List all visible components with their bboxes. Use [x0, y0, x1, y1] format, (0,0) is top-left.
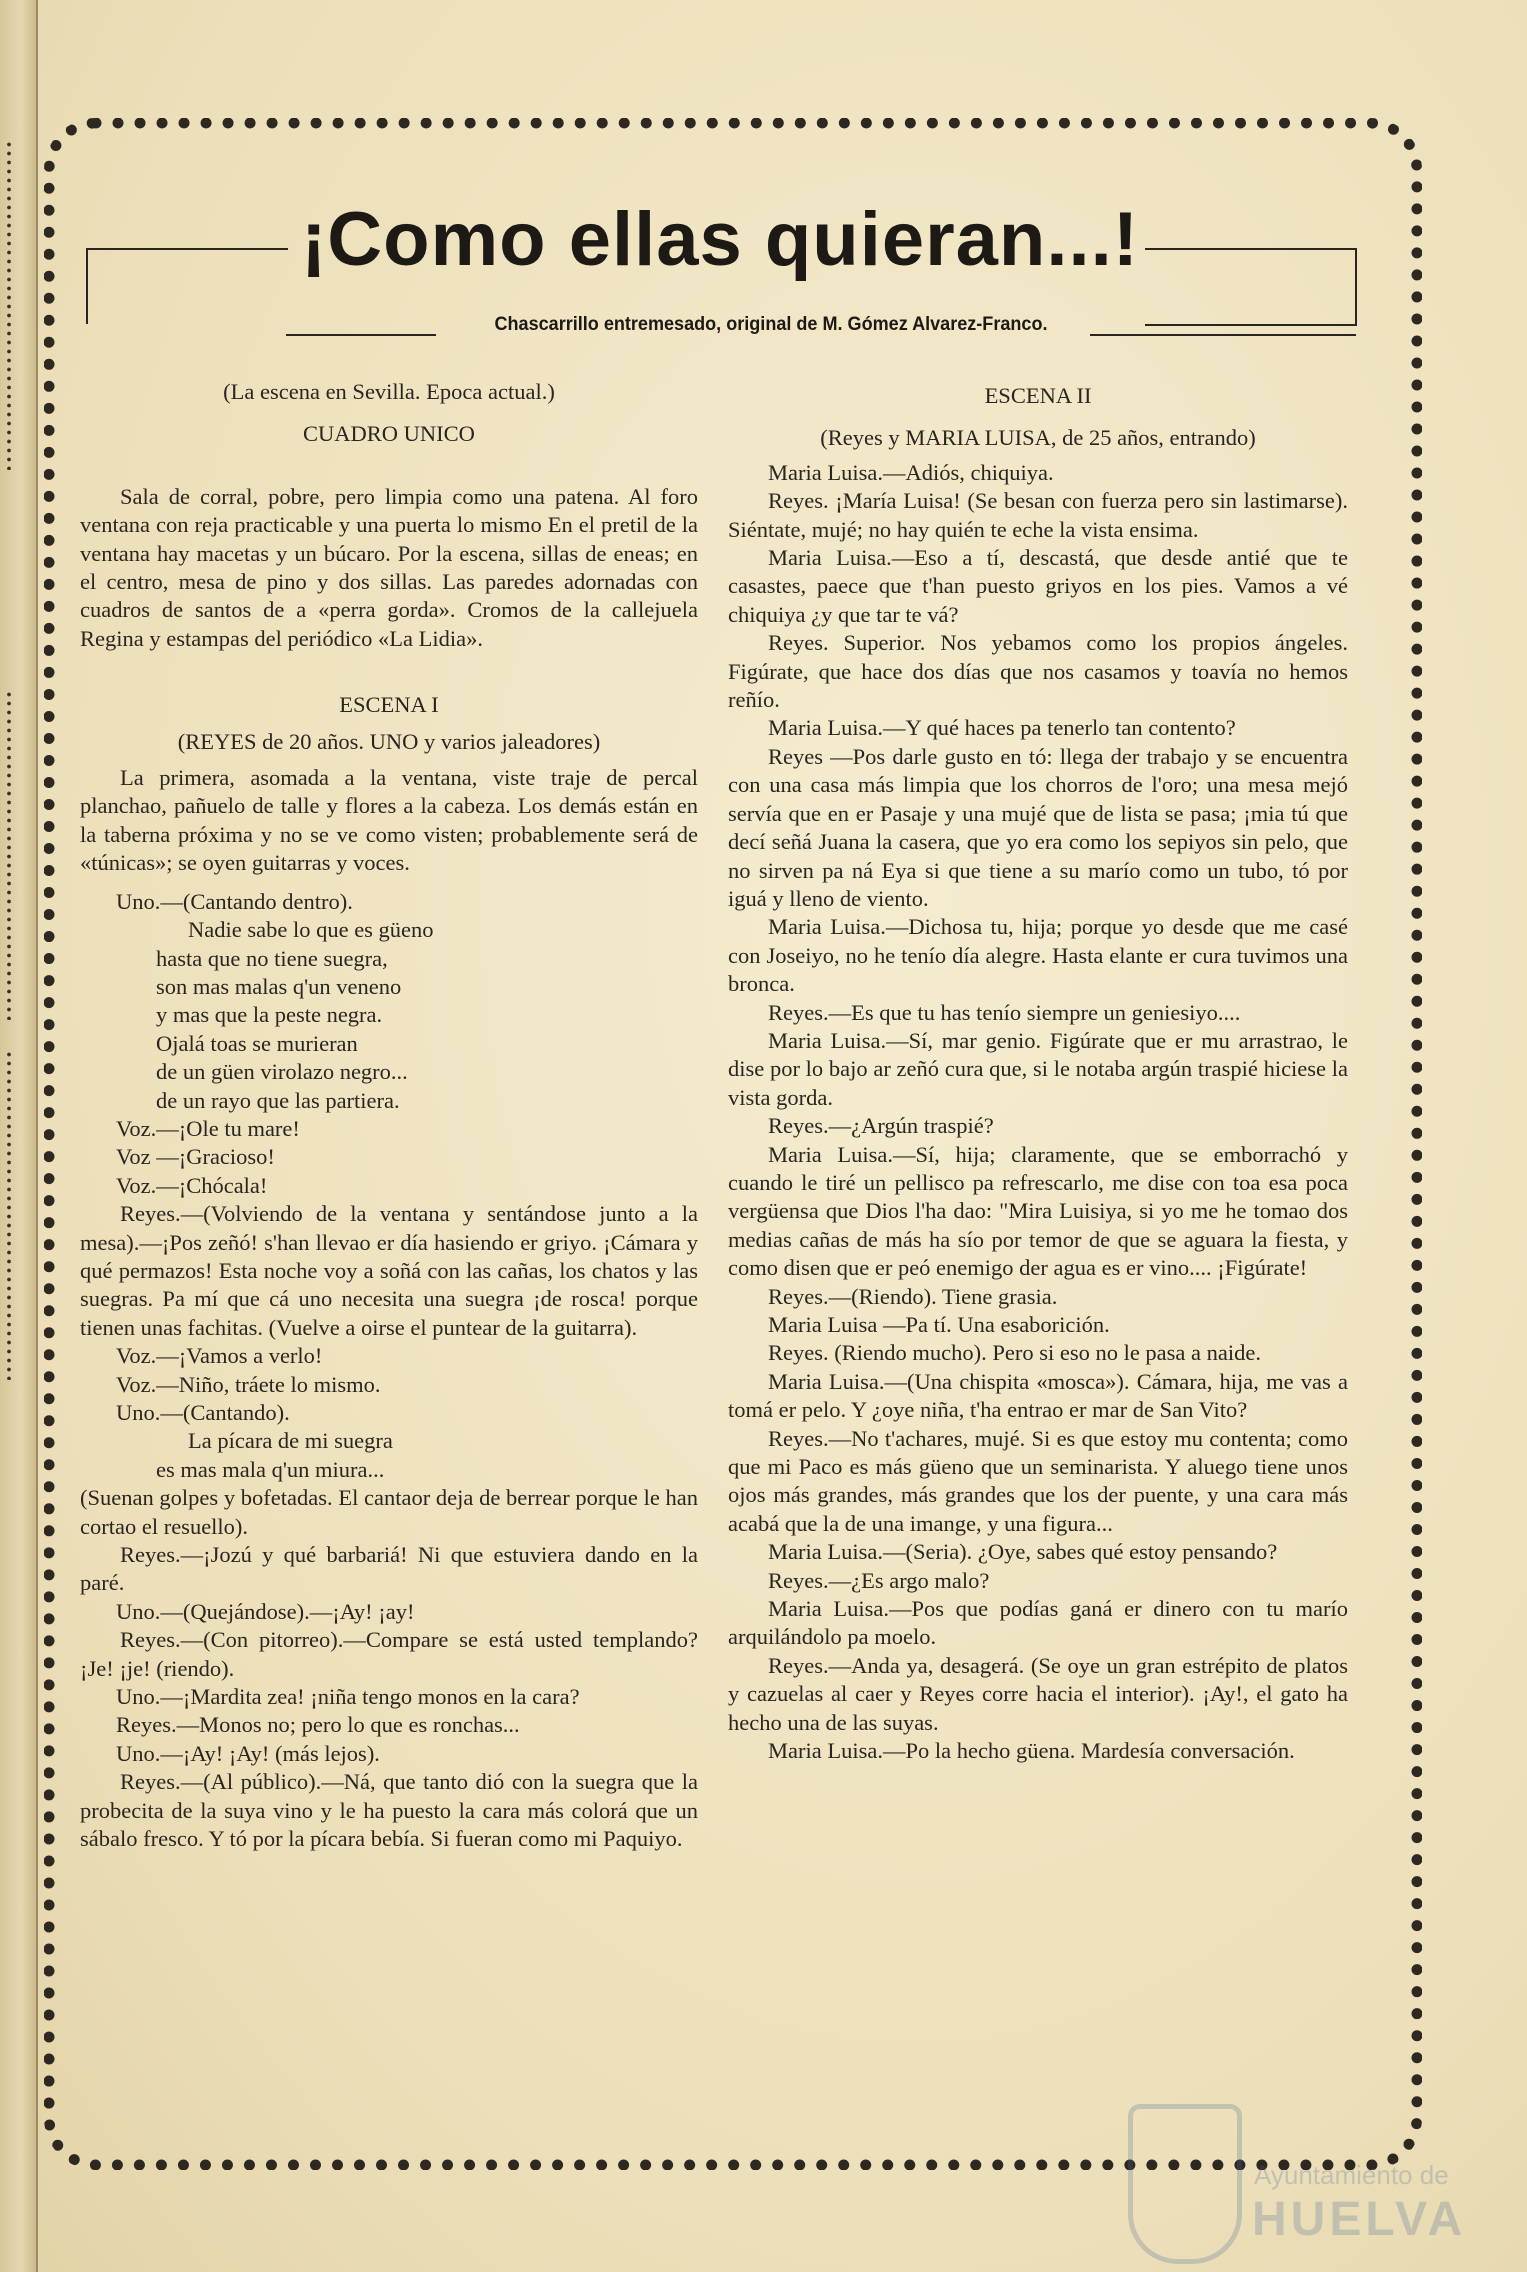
dialogue-line: Reyes.—¡Jozú y qué barbariá! Ni que estuviera dando en la paré.	[80, 1542, 698, 1596]
dialogue-line: Maria Luisa.—Y qué haces pa tenerlo tan contento?	[768, 715, 1236, 741]
verse-line: y mas que la peste negra.	[156, 1002, 383, 1028]
dialogue-line: Uno.—(Quejándose).—¡Ay! ¡ay!	[116, 1598, 415, 1624]
scene-intro: (La escena en Sevilla. Epoca actual.)	[223, 379, 555, 404]
escena-1-description: La primera, asomada a la ventana, viste traje de percal planchao, pañuelo de talle y flores a la cabeza. Los demás están en la taberna próxima y no se ve como visten; probablemente será de «túnicas»; se oyen guitarras y voces.	[80, 765, 698, 876]
dialogue-line: Reyes. Superior. Nos yebamos como los propios ángeles. Figúrate, que hace dos días que nos casamos y toavía no hemos reñío.	[728, 630, 1348, 713]
dialogue-line: Voz.—¡Vamos a verlo!	[116, 1343, 323, 1369]
dialogue-line: Maria Luisa.—Dichosa tu, hija; porque yo desde que me casé con Joseiyo, no he tenío día alegre. Hasta elante er cura tuvimos una bronca.	[728, 914, 1348, 997]
dialogue-line: Voz.—¡Ole tu mare!	[116, 1115, 300, 1141]
dialogue-line: Reyes.—Anda ya, desagerá. (Se oye un gran estrépito de platos y cazuelas al caer y Reyes corre hacia el interior). ¡Ay!, el gato ha hecho una de las suyas.	[728, 1652, 1348, 1735]
escena-2-heading: ESCENA II	[984, 383, 1092, 408]
verse-line: Ojalá toas se murieran	[156, 1030, 358, 1056]
watermark-line-1: Ayuntamiento de	[1254, 2160, 1449, 2190]
dialogue-line: Maria Luisa.—Sí, mar genio. Figúrate que er mu arrastrao, le dise por lo bajo ar zeñó cura que, si le notaba argún traspié hiciese la vista gorda.	[728, 1027, 1348, 1110]
escena-1-cast: (REYES de 20 años. UNO y varios jaleadores)	[177, 728, 601, 754]
dialogue-line: Maria Luisa.—Pos que podías ganá er dinero con tu marío arquilándolo pa moelo.	[728, 1596, 1348, 1650]
dialogue-line: Maria Luisa —Pa tí. Una esaborición.	[768, 1312, 1110, 1337]
dialogue-line: Uno.—¡Ay! ¡Ay! (más lejos).	[116, 1740, 380, 1766]
coat-of-arms-icon	[1128, 2104, 1242, 2264]
dialogue-line: Reyes.—(Riendo). Tiene grasia.	[768, 1283, 1058, 1309]
dialogue-line: Reyes.—¿Argún traspié?	[768, 1113, 994, 1139]
verse-line: es mas mala q'un miura...	[156, 1456, 385, 1482]
dialogue-line: Maria Luisa.—Eso a tí, descastá, que desde antié que te casastes, paece que t'han puesto griyos en los pies. Vamos a vé chiquiya ¿y que tar te vá?	[728, 545, 1348, 627]
dialogue-line: Maria Luisa.—(Una chispita «mosca»). Cámara, hija, me vas a tomá er pelo. Y ¿oye niña, t'ha entrao er mar de San Vito?	[728, 1368, 1348, 1423]
escena-2-cast: (Reyes y MARIA LUISA, de 25 años, entrando)	[820, 425, 1256, 451]
dialogue-line: Reyes.—(Volviendo de la ventana y sentándose junto a la mesa).—¡Pos zeñó! s'han llevao er día hasiendo er griyo. ¡Cámara y qué permazos! Esta noche voy a soñá con las cañas, los chatos y las suegras. Pa mí que cá uno necesita una suegra ¡de rosca! porque tienen unas fachitas. (Vuelve a oirse el puntear de la guitarra).	[80, 1201, 698, 1340]
dialogue-line: Maria Luisa.—Po la hecho güena. Mardesía conversación.	[768, 1738, 1295, 1764]
dialogue-line: Reyes —Pos darle gusto en tó: llega der trabajo y se encuentra con una casa más limpia que los chorros de l'oro; una mesa mejó servía que en er Pasaje y una mujé que de lista se pasa; ¡mia tú que decí señá Juana la casera, que yo era como los sepiyos sin pelo, que no sirven pa ná Eya si que tiene a su marío como un tubo, tó por iguá y lleno de viento.	[728, 743, 1348, 911]
verse-line: La pícara de mi suegra	[188, 1428, 393, 1454]
subtitle-text: Chascarrillo entremesado, original de M. Gómez Alvarez-Franco.	[494, 314, 1048, 335]
stage-direction: (Suenan golpes y bofetadas. El cantaor deja de berrear porque le han cortao el resuello).	[80, 1485, 698, 1539]
dialogue-line: Reyes.—No t'achares, mujé. Si es que estoy mu contenta; como que mi Paco es más güeno que un seminarista. Y aluego tiene unos ojos más grandes, más grandes que los der puente, y una cara más acabá que la de una imange, y una figura...	[728, 1425, 1348, 1536]
right-column	[728, 382, 1348, 1766]
dialogue-line: Reyes. ¡María Luisa! (Se besan con fuerza pero sin lastimarse). Siéntate, mujé; no hay quién te eche la vista ensima.	[728, 488, 1348, 542]
binding-gutter	[0, 0, 38, 2272]
verse-line: Nadie sabe lo que es güeno	[188, 917, 434, 943]
dialogue-line: Uno.—¡Mardita zea! ¡niña tengo monos en la cara?	[116, 1684, 580, 1710]
dialogue-line: Reyes.—(Con pitorreo).—Compare se está usted templando? ¡Je! ¡je! (riendo).	[80, 1627, 698, 1681]
gutter-ornament	[4, 690, 14, 1020]
dialogue-line: Reyes.—Es que tu has tenío siempre un geniesiyo....	[768, 999, 1241, 1025]
verse-line: de un rayo que las partiera.	[156, 1087, 400, 1113]
dialogue-line: Uno.—(Cantando dentro).	[116, 888, 353, 914]
gutter-ornament	[4, 140, 14, 470]
setting-paragraph: Sala de corral, pobre, pero limpia como una patena. Al foro ventana con reja practicable y una puerta lo mismo En el pretil de la ventana hay macetas y un búcaro. Por la escena, sillas de eneas; en el centro, mesa de pino y dos sillas. Las paredes adornadas con cuadros de santos de a «perra gorda». Cromos de la callejuela Regina y estampas del periódico «La Lidia».	[80, 483, 698, 651]
dialogue-line: Maria Luisa.—(Seria). ¿Oye, sabes qué estoy pensando?	[768, 1539, 1278, 1565]
dialogue-line: Maria Luisa.—Adiós, chiquiya.	[768, 459, 1054, 485]
subtitle-rule-left	[286, 334, 436, 336]
gutter-ornament	[4, 1050, 14, 1380]
dialogue-line: Voz.—Niño, tráete lo mismo.	[116, 1371, 381, 1397]
archive-watermark	[1128, 2104, 1518, 2264]
watermark-line-2: HUELVA	[1252, 2193, 1467, 2246]
dialogue-line: Reyes.—(Al público).—Ná, que tanto dió con la suegra que la probecita de la suya vino y le ha puesto la cara más colorá que un sábalo fresco. Y tó por la pícara bebía. Si fueran como mi Paquiyo.	[80, 1769, 698, 1852]
subtitle-rule-right	[1090, 334, 1356, 336]
escena-1-heading: ESCENA I	[339, 692, 439, 718]
subtitle	[86, 310, 1356, 338]
dialogue-line: Voz.—¡Chócala!	[116, 1172, 268, 1198]
dialogue-line: Maria Luisa.—Sí, hija; claramente, que se emborrachó y cuando le tiré un pellisco pa refrescarlo, me dise con toa esa poca vergüensa que Dios l'ha dao: "Mira Luisiya, si yo me he tomao dos medias cañas de más ha sío por temor de que se aguara la fiesta, y como disen que er peó enemigo der agua es er vino.... ¡Figúrate!	[728, 1141, 1348, 1281]
dialogue-line: Reyes. (Riendo mucho). Pero si eso no le pasa a naide.	[768, 1340, 1262, 1366]
left-column	[80, 378, 698, 1854]
dialogue-line: Reyes.—Monos no; pero lo que es ronchas...	[116, 1712, 520, 1738]
page-title: ¡Como ellas quieran...!	[300, 197, 1140, 282]
dialogue-line: Reyes.—¿Es argo malo?	[768, 1567, 990, 1593]
verse-line: hasta que no tiene suegra,	[156, 945, 388, 971]
dialogue-line: Voz —¡Gracioso!	[116, 1144, 275, 1170]
verse-line: de un güen virolazo negro...	[156, 1059, 408, 1085]
cuadro-heading: CUADRO UNICO	[303, 421, 475, 447]
dialogue-line: Uno.—(Cantando).	[116, 1400, 290, 1425]
verse-line: son mas malas q'un veneno	[156, 973, 402, 999]
